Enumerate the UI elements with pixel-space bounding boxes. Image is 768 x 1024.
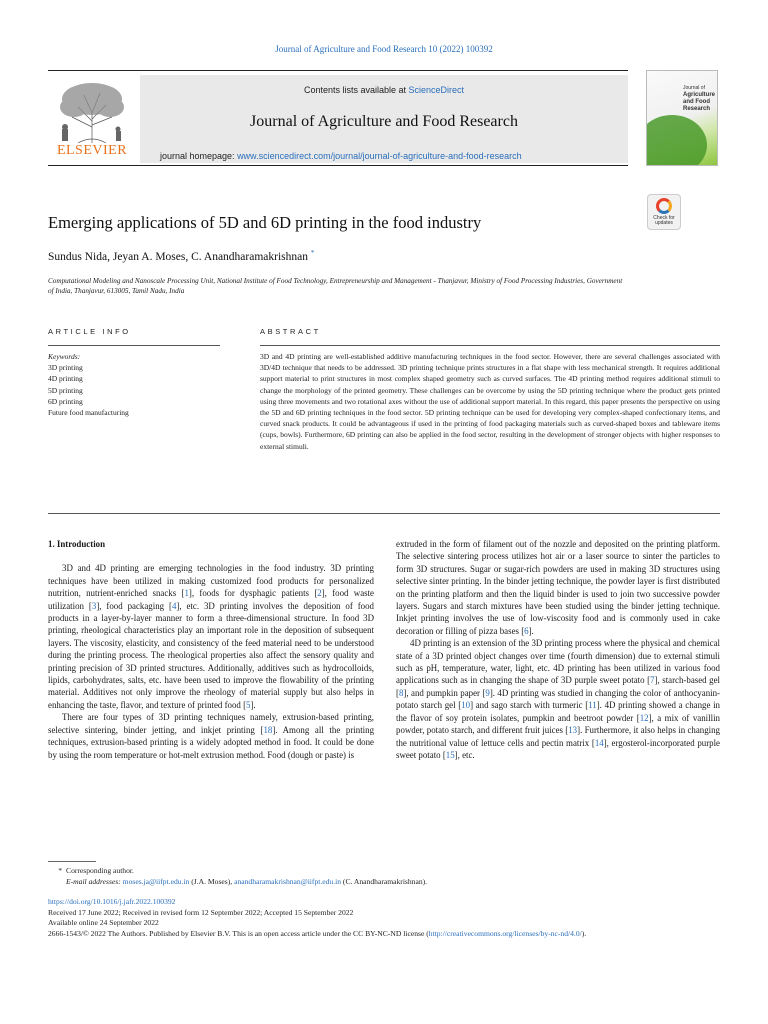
keyword-item: Future food manufacturing: [48, 408, 129, 418]
email-owner-anandharamakrishnan: (C. Anandharamakrishnan).: [341, 876, 428, 886]
citation-link[interactable]: 2: [317, 588, 322, 599]
paragraph-text: ]. Among all the printing techniques, extrusion-based printing is a widely adopted method in food. It could be done by using the room temperature or hot-melt extrusion method. Food (dough or paste) is: [48, 724, 375, 760]
body-paragraph: [396, 538, 720, 637]
citation-link[interactable]: 3: [91, 600, 97, 611]
paragraph-text: ], a mix of vanillin powder, potato starch, and different fruit juices [: [396, 712, 720, 736]
contents-prefix: Contents lists available at: [303, 85, 409, 95]
journal-masthead: [48, 70, 628, 166]
paragraph-text: There are four types of 3D printing techniques namely, extrusion-based printing, selective sintering, binder jetting, and inkjet printing [: [48, 712, 374, 735]
homepage-link[interactable]: www.sciencedirect.com/journal/journal-of-agriculture-and-food-research: [237, 151, 522, 161]
paragraph-text: ], and pumpkin paper [: [403, 687, 486, 698]
corresponding-author-label: Corresponding author.: [66, 866, 134, 875]
paragraph-text: ], etc. 3D printing involves the deposition of food products in a layer-by-layer manner to form a three-dimensional structure. In food 3D printing, rheological characteristics play an important role in the deposition of subsequent layers. The viscosity, elasticity, and consistency of the feed material need to be understood during the printing process. The rheological properties also affect the sensory quality and printing precision of 3D printed structures. Additionally, additives such as hydrocolloids, lipids, carbohydrates, salts, etc. have been used to improve the flowability of the printing material. Additives not only improve the rheology of material supply but also helps in enhancing the taste, flavor, and texture of printed food [: [48, 600, 374, 710]
elsevier-wordmark[interactable]: ELSEVIER: [56, 143, 128, 158]
paragraph-text: ]. 4D printing was studied in changing the color of anthocyanin-potato starch gel [: [396, 687, 720, 711]
body-right-column: [396, 538, 720, 761]
cover-title-line: Agriculture: [683, 92, 716, 98]
updates-label: Check for updates: [653, 215, 675, 226]
paragraph-text: ].: [528, 625, 534, 636]
citation-link[interactable]: 9: [485, 687, 490, 698]
paragraph-text: extruded in the form of filament out of the nozzle and deposited on the printing platform. The selective sintering process utilizes hot air or a laser source to sinter the particles to form 3D structures. Sugar or sugar-rich powders are used in making 3D structures using selective sinter printing. In the binder jetting technique, the powder layer is first distributed on the printing platform and then the liquid binder is used to join two successive powder layers. Sugars and starch mixtures have been studied using the binder jetting technique. Inkjet printing involves the use of low-viscosity food and is commonly used in cake decoration or filling of pizza bases [: [396, 539, 720, 636]
journal-title: Journal of Agriculture and Food Research: [250, 113, 518, 130]
cover-title-line: Research: [683, 106, 711, 112]
paragraph-text: 3D and 4D printing are emerging technologies in the food industry. 3D printing techniques have been utilized in making customized food products for personalized nutrition, nutrient-enriched snacks [: [48, 563, 374, 599]
journal-homepage-line: [160, 151, 522, 161]
available-online-date: Available online 24 September 2022: [48, 918, 159, 928]
doi-line: [48, 897, 720, 908]
journal-cover-image[interactable]: [646, 70, 718, 166]
citation-link[interactable]: 5: [246, 699, 251, 710]
citation-link[interactable]: 14: [594, 737, 604, 748]
keywords-block: [48, 351, 129, 418]
abstract-text: 3D and 4D printing are well-established additive manufacturing techniques in the food sector. However, there are several challenges associated with 3D/4D technique that needs to be addressed. 3D printing technique prints structures in a flat shape with less mechanical strength. It requires additional support material to print structures in most complex shaped geometry such as curved surfaces. The 4D printing method requires additional stimuli to change the morphology of the printed geometry. These challenges can be overcome by using the 5D printing technique where the product gets printed using three movements and two rotational axes without the use of additional support material. In this regard, this paper presents the perspective on using the 5D and 6D printing techniques in the food sector. 5D printing technique can be used for developing very complex-shaped confectionary items, and curved snack products. It could be advantageous if used in the printing of food packaging materials such as curved-shaped boxes and tableware items (cups, bowls). Furthermore, 6D printing can also be applied in the food sector, resulting in the development of stronger objects with higher responses to external stimuli.: [260, 352, 720, 451]
author-affiliation: Computational Modeling and Nanoscale Processing Unit, National Institute of Food Technology, Entrepreneurship and Management - Thanjavur, Ministry of Food Processing Industries, Government of India, Thanjavur, 613005, Tamil Nadu, India: [48, 277, 623, 295]
license-statement: [48, 929, 720, 940]
paragraph-text: ]. Furthermore, it also helps in changing the nutritional value of lettuce cells and pectin matrix [: [396, 725, 720, 748]
author-names: Sundus Nida, Jeyan A. Moses, C. Anandharamakrishnan: [48, 250, 308, 263]
corresponding-author-note: [48, 866, 720, 877]
license-link[interactable]: http://creativecommons.org/licenses/by-nc-nd/4.0/: [428, 928, 582, 938]
citation-link[interactable]: 10: [461, 700, 471, 711]
email-owner-moses: (J.A. Moses),: [189, 876, 235, 886]
cover-title-line: and: [683, 99, 694, 105]
paragraph-text: ], etc.: [454, 749, 475, 760]
intro-paragraph: [48, 711, 374, 761]
citation-link[interactable]: 12: [639, 712, 649, 723]
updates-icon: [656, 198, 672, 214]
license-suffix: ).: [581, 928, 587, 938]
sciencedirect-link[interactable]: ScienceDirect: [408, 85, 465, 95]
keyword-item: 4D printing: [48, 374, 83, 384]
contents-line: [140, 85, 628, 95]
author-list: [48, 249, 314, 263]
footnote-divider: [48, 861, 96, 862]
citation-link[interactable]: 15: [445, 749, 455, 760]
citation-link[interactable]: 7: [650, 675, 655, 686]
license-prefix: 2666-1543/© 2022 The Authors. Published by Elsevier B.V. This is an open access article under the CC BY-NC-ND license (: [48, 928, 429, 938]
cover-title-line: Food: [695, 99, 711, 105]
homepage-label: journal homepage:: [160, 151, 238, 161]
tree-icon: [48, 77, 136, 147]
citation-link[interactable]: 6: [524, 625, 529, 636]
received-dates: Received 17 June 2022; Received in revised form 12 September 2022; Accepted 15 September 2022: [48, 907, 354, 917]
article-title: Emerging applications of 5D and 6D printing in the food industry: [48, 213, 482, 232]
citation-link[interactable]: 13: [568, 725, 578, 736]
body-left-column: [48, 538, 374, 761]
paragraph-text: ], starch-based gel [: [396, 675, 720, 698]
paragraph-text: ], food packaging [: [96, 600, 172, 611]
citation-link[interactable]: 18: [263, 724, 273, 735]
abstract-divider: [260, 345, 720, 346]
paragraph-text: ]. 4D printing showed a change in the flavor of soy protein isolates, pumpkin and beetroot powder [: [396, 700, 720, 723]
section-heading-introduction: 1. Introduction: [48, 539, 106, 549]
citation-link[interactable]: 8: [398, 687, 404, 698]
email-label: E-mail addresses:: [66, 876, 123, 886]
keywords-label: Keywords:: [48, 352, 81, 361]
paragraph-text: ] and sago starch with turmeric [: [470, 700, 589, 711]
paragraph-text: ], foods for dysphagic patients [: [188, 588, 318, 599]
citation-link[interactable]: 1: [184, 588, 189, 599]
article-footer: [48, 866, 720, 940]
email-link-moses[interactable]: moses.ja@iifpt.edu.in: [122, 876, 190, 886]
cover-title-line: Journal of: [683, 85, 705, 91]
paragraph-text: ], food waste utilization [: [48, 588, 374, 611]
article-info-divider: [48, 345, 220, 346]
email-line: [48, 877, 720, 888]
citation-link[interactable]: 4: [171, 600, 177, 611]
article-info-heading: ARTICLE INFO: [48, 327, 131, 336]
doi-link[interactable]: https://doi.org/10.1016/j.jafr.2022.100392: [48, 897, 176, 907]
footnote-mark: *: [58, 866, 62, 875]
paragraph-text: ].: [250, 699, 256, 710]
keyword-item: 3D printing: [48, 363, 83, 373]
email-link-anandharamakrishnan[interactable]: anandharamakrishnan@iifpt.edu.in: [234, 876, 342, 886]
keyword-item: 5D printing: [48, 385, 83, 395]
intro-paragraph: [48, 562, 374, 711]
masthead-band: [140, 75, 628, 163]
body-paragraph: [396, 637, 720, 761]
abstract-bottom-divider: [48, 513, 720, 514]
cover-title: [683, 85, 715, 113]
corresponding-author-mark[interactable]: *: [310, 249, 315, 257]
paragraph-text: 4D printing is an extension of the 3D printing process where the physical and chemical state of a 3D printed object changes over time (fourth dimension) due to external stimuli such as pH, temperature, water, light, etc. 4D printing has been utilized in various food applications such as in changing the shape of 3D purple sweet potato [: [396, 638, 720, 686]
abstract-heading: ABSTRACT: [260, 327, 321, 336]
keyword-item: 6D printing: [48, 396, 83, 406]
cover-leaf-graphic: [646, 115, 707, 166]
citation-link[interactable]: 11: [588, 700, 597, 711]
check-for-updates-button[interactable]: [647, 194, 681, 230]
journal-citation[interactable]: Journal of Agriculture and Food Research 10 (2022) 100392: [275, 44, 493, 54]
paragraph-text: ], ergosterol-incorporated purple sweet potato [: [396, 737, 720, 760]
